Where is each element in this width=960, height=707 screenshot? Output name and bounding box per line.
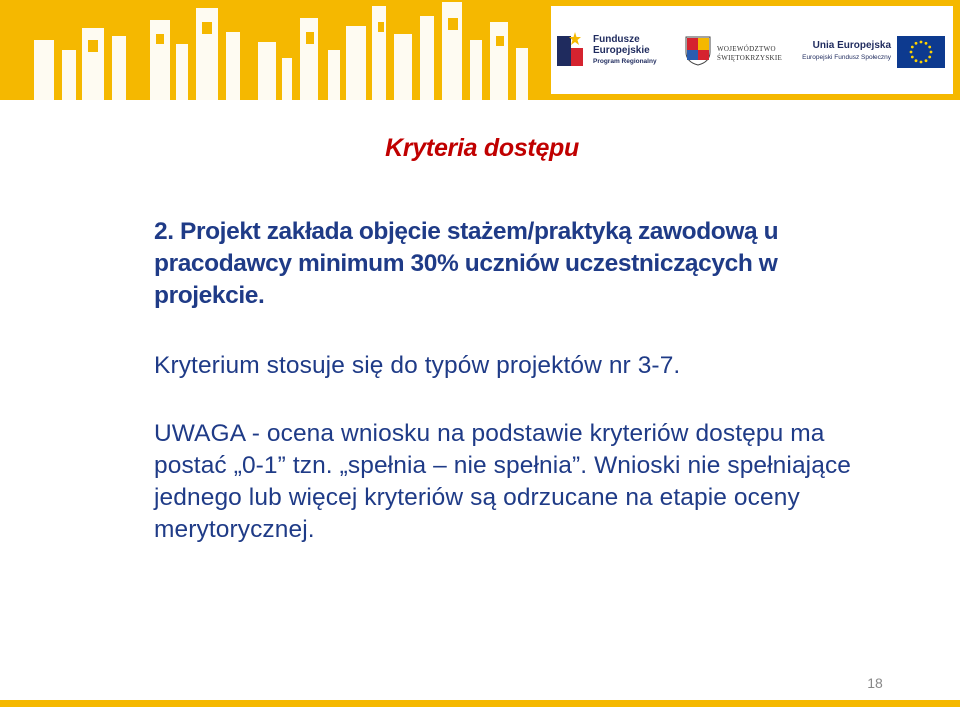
unia-europejska-logo xyxy=(801,36,949,74)
footer-bar xyxy=(0,700,960,707)
unia-subtitle: Europejski Fundusz Społeczny xyxy=(802,54,891,61)
fundusze-europejskie-logo xyxy=(557,30,667,74)
decorative-blocks-graphic xyxy=(0,0,560,100)
wojewodztwo-logo xyxy=(683,36,793,70)
fundusze-line3: Program Regionalny xyxy=(593,58,657,65)
fundusze-star-icon xyxy=(557,30,587,70)
page-number: 18 xyxy=(867,675,883,691)
criterion-text: 2. Projekt zakłada objęcie stażem/praktyką zawodową u pracodawcy minimum 30% uczniów uczestniczących w projekcie. xyxy=(154,218,779,309)
unia-title: Unia Europejska xyxy=(812,40,891,51)
coat-of-arms-icon xyxy=(685,36,711,66)
wojewodztwo-line1: WOJEWÓDZTWO xyxy=(717,45,776,53)
fundusze-line2: Europejskie xyxy=(593,45,650,56)
fundusze-line1: Fundusze xyxy=(593,34,640,45)
logo-panel xyxy=(551,6,953,94)
eu-flag-icon xyxy=(897,36,945,68)
note-text: UWAGA - ocena wniosku na podstawie kryteriów dostępu ma postać „0-1” tzn. „spełnia – nie spełnia”. Wnioski nie spełniające jednego lub więcej kryteriów są odrzucane na etapie oceny merytorycznej. xyxy=(154,420,852,543)
slide-content xyxy=(154,216,894,582)
wojewodztwo-line2: ŚWIĘTOKRZYSKIE xyxy=(717,54,783,62)
slide-title-wrap xyxy=(0,134,940,163)
slide-title: Kryteria dostępu xyxy=(385,134,579,162)
header-banner xyxy=(0,0,960,100)
applicability-text: Kryterium stosuje się do typów projektów nr 3-7. xyxy=(154,352,681,379)
